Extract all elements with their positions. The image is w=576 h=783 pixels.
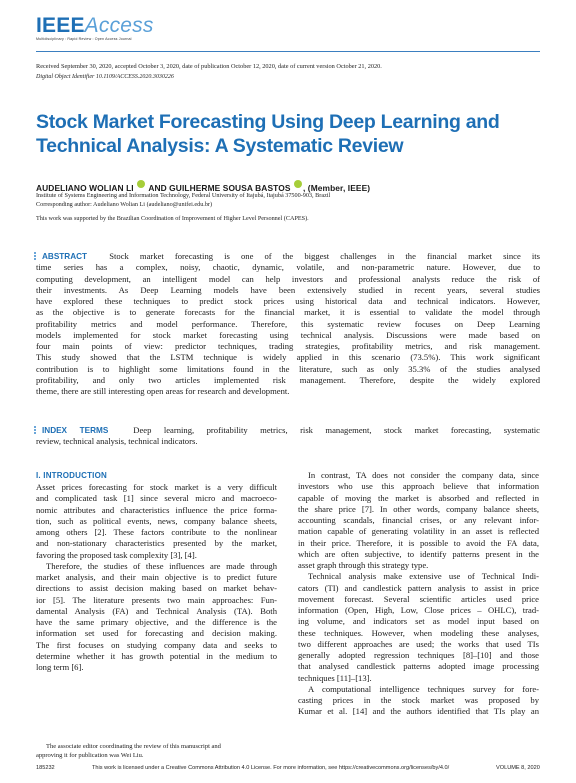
body-line: Therefore, the studies of these influences are made through bbox=[46, 560, 277, 571]
body-line: and complicated task [1] since several micro and macroeco- bbox=[36, 493, 277, 504]
body-line: in their price. Therefore, it is possible to avoid the FA data, bbox=[298, 537, 539, 548]
license-note: This work is licensed under a Creative Commons Attribution 4.0 License. For more information, see https://creativecommons.org/licenses/by/4.0/ bbox=[92, 765, 450, 771]
body-line: The first focuses on studying company data and seeks to bbox=[36, 639, 277, 650]
body-line: A computational intelligence techniques survey for fore- bbox=[308, 683, 539, 694]
body-line: tion, such as political events, news, company balance sheets, bbox=[36, 515, 277, 526]
logo-access: Access bbox=[84, 14, 154, 37]
abstract-line: profitability metrics and model performance. Therefore, this systematic review focuses on Deep Learning bbox=[36, 318, 540, 329]
body-line: these techniques. However, when modeling these analyses, bbox=[298, 627, 539, 638]
abstract-line: models implemented for stock market forecasting using technical analysis. Discussions were made based on bbox=[36, 329, 540, 340]
abstract-line: computing development, an intelligent model can help investors and professional analysts reduce the risk of bbox=[36, 273, 540, 284]
body-line: market analysis, and their main objective is to predict future bbox=[36, 572, 277, 583]
body-line: nomic attributes and characteristics influence the price forma- bbox=[36, 504, 277, 515]
footnote-line: The associate editor coordinating the review of this manuscript and bbox=[46, 743, 221, 750]
abstract-line: as the objective is to generate forecasts for the financial market, it is essential to validate the model through bbox=[36, 307, 540, 318]
abstract-line: have explored these techniques to predict stock prices using historical data and technical indicators. However, bbox=[36, 296, 540, 306]
abstract-line: contribution is to highlight some limitations found in the literature, such as only 35.3% of the studies analysed bbox=[36, 363, 540, 374]
body-line: Kumar et al. [14] and the authors identified that TIs play an bbox=[298, 706, 539, 717]
header-rule bbox=[36, 51, 540, 52]
orcid-icon[interactable] bbox=[137, 180, 145, 188]
author-1: AUDELIANO WOLIAN LI bbox=[36, 183, 134, 193]
logo-tagline: Multidisciplinary : Rapid Review : Open Access Journal bbox=[36, 37, 132, 41]
body-line: have the same primary objective, and the difference is the bbox=[36, 617, 277, 628]
body-line: two different approaches are used; the works that used TIs bbox=[298, 638, 539, 649]
body-line: techniques [11]–[13]. bbox=[298, 672, 372, 683]
body-line: asset graph through this strategy type. bbox=[298, 560, 429, 570]
abstract-marker bbox=[34, 252, 36, 260]
funding-note: This work was supported by the Brazilian Coordination of Improvement of Higher Level Personnel (CAPES). bbox=[36, 215, 309, 222]
footnote bbox=[36, 743, 281, 760]
author-suffix: , (Member, IEEE) bbox=[302, 183, 371, 193]
body-line: In contrast, TA does not consider the company data, since bbox=[308, 470, 539, 480]
abstract-line: Stock market forecasting is one of the biggest challenges in the financial market since its bbox=[109, 251, 540, 261]
received-dates: Received September 30, 2020, accepted October 3, 2020, date of publication October 12, 2020, date of current version October 21, 2020. bbox=[36, 63, 382, 70]
paper-title: Stock Market Forecasting Using Deep Learning and Technical Analysis: A Systematic Review bbox=[36, 111, 500, 157]
abstract-line: profitability, and only two articles implemented risk management. Therefore, despite the widely explored bbox=[36, 374, 540, 385]
logo-ieee: IEEE bbox=[36, 14, 85, 37]
footnote-line: approving it for publication was Wei Liu. bbox=[36, 751, 144, 759]
index-terms-line: Deep learning, profitability metrics, risk management, stock market forecasting, systematic bbox=[133, 425, 540, 435]
page-number: 185232 bbox=[36, 765, 55, 771]
volume-label: VOLUME 8, 2020 bbox=[496, 765, 540, 771]
body-line: accounting scandals, financial crises, or any relevant infor- bbox=[298, 515, 539, 525]
column-left bbox=[36, 470, 277, 673]
index-terms-line: review, technical analysis, technical indicators. bbox=[36, 436, 198, 447]
index-terms-label: INDEX TERMS bbox=[42, 426, 109, 435]
abstract-line: time series has a complex, noisy, chaotic, dynamic, volatile, and non-parametric nature. However, due to bbox=[36, 262, 540, 273]
doi: Digital Object Identifier 10.1109/ACCESS.2020.3030226 bbox=[36, 74, 174, 80]
abstract-line: theme, there are still interesting open areas for research and development. bbox=[36, 386, 290, 396]
body-line: casting prices in the stock market was proposed by bbox=[298, 695, 539, 706]
body-line: that analysed candlestick patterns adopted image processing bbox=[298, 661, 539, 672]
body-line: among others [2]. These factors contribute to the nonlinear bbox=[36, 527, 277, 537]
body-line: the share price [7]. In other words, company balance sheets, bbox=[298, 503, 539, 514]
body-line: ing volume, and indicators set as model input based on bbox=[298, 616, 539, 627]
body-line: information set used for forecasting and decision making. bbox=[36, 628, 277, 639]
affiliation: Institute of Systems Engineering and Information Technology, Federal University of Itajubá, Itajubá 37500-903, Brazil bbox=[36, 192, 331, 199]
abstract bbox=[36, 251, 540, 397]
body-line: which are often subjective, to identify patterns present in the bbox=[298, 548, 539, 559]
abstract-line: This study showed that the LSTM technique is widely applied in this scenario (73.5%). This work significant bbox=[36, 352, 540, 363]
index-terms bbox=[36, 425, 540, 448]
body-line: mation capable of generating volatility in an asset is reflected bbox=[298, 526, 539, 537]
body-line: determine whether it has growth potential in the medium to bbox=[36, 650, 277, 661]
journal-logo bbox=[36, 15, 154, 41]
body-line: information (Open, High, Low, Close prices – OHLC), trad- bbox=[298, 605, 539, 616]
index-terms-marker bbox=[34, 426, 36, 434]
body-line: long term [6]. bbox=[36, 662, 84, 673]
orcid-icon[interactable] bbox=[294, 180, 302, 188]
section-heading: I. INTRODUCTION bbox=[36, 471, 107, 480]
body-line: directions to assist decision making based on market behav- bbox=[36, 583, 277, 594]
body-line: capable of moving the market is absorbed and reflected in bbox=[298, 492, 539, 503]
body-line: movement forecast. Several scientific articles used price bbox=[298, 593, 539, 604]
body-line: cators (TI) and candlestick pattern analysis to assist in price bbox=[298, 582, 539, 593]
author-connector: AND GUILHERME SOUSA BASTOS bbox=[148, 183, 291, 193]
body-line: favoring the proposed task complexity [3], [4]. bbox=[36, 549, 197, 560]
body-line: damental Analysis (FA) and Technical Analysis (TA). Both bbox=[36, 605, 277, 616]
corresponding-author: Corresponding author: Audeliano Wolian Li (audeliano@unifei.edu.br) bbox=[36, 201, 213, 208]
body-line: ior [5]. The literature presents two main approaches: Fun- bbox=[36, 594, 277, 605]
body-line: investors who use this approach believe that information bbox=[298, 481, 539, 492]
body-line: Technical analysis make extensive use of Technical Indi- bbox=[308, 571, 539, 582]
body-line: and non-stationary characteristics presented by the market, bbox=[36, 538, 277, 549]
abstract-line: four main points of view: predictor techniques, trading strategies, profitability metrics, and risk management. bbox=[36, 341, 540, 351]
column-right bbox=[298, 470, 539, 718]
body-line: Asset prices forecasting for stock market is a very difficult bbox=[36, 482, 277, 492]
abstract-label: ABSTRACT bbox=[42, 252, 88, 261]
abstract-line: their investments. As Deep Learning models have been extensively studied in recent years, several studies bbox=[36, 284, 540, 295]
body-line: generally adopted regression techniques [8]–[10] and those bbox=[298, 650, 539, 661]
